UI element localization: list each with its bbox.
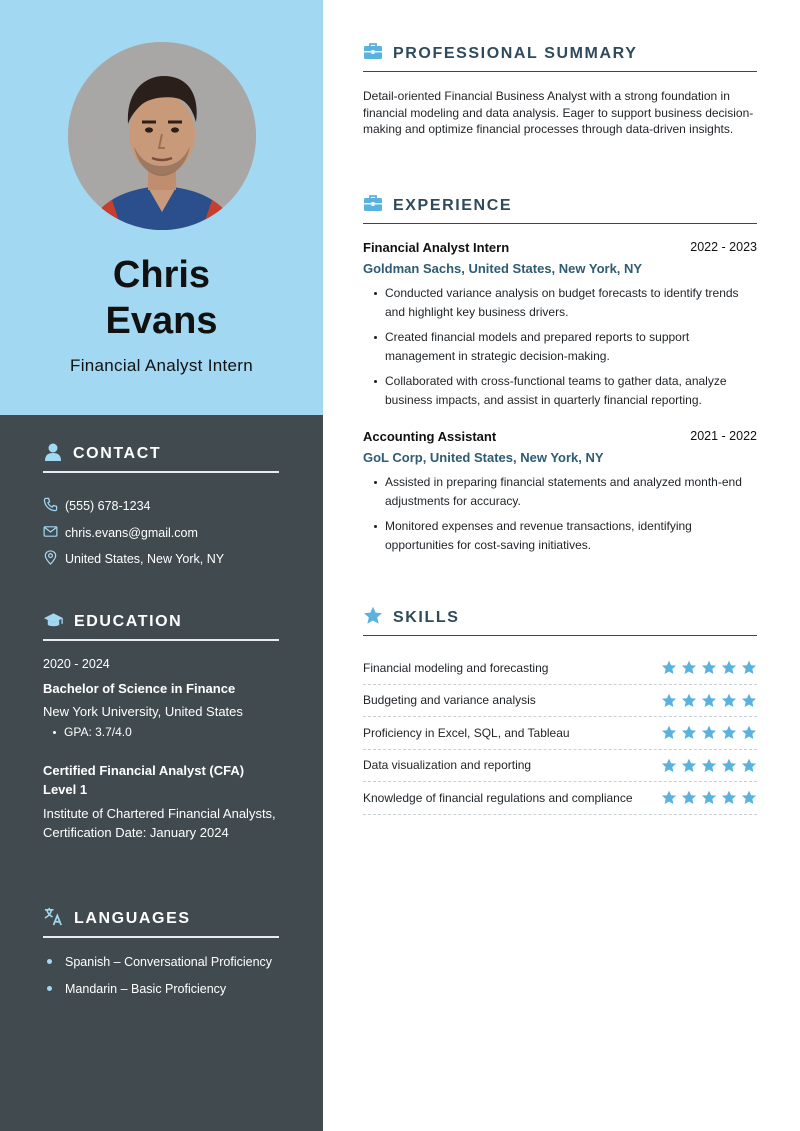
rating-star-icon — [721, 660, 737, 675]
education-degree: Bachelor of Science in Finance — [43, 681, 236, 696]
graduation-cap-icon — [43, 610, 64, 635]
summary-text: Detail-oriented Financial Business Analyst with a strong foundation in financial modeling and data analysis. Eager to support business decision-making and optimize financial processes through data-driven insights. — [363, 89, 754, 136]
sidebar — [0, 0, 323, 1131]
full-name — [0, 252, 323, 344]
job-dates: 2021 - 2022 — [690, 429, 757, 443]
languages-section — [43, 908, 279, 1002]
skill-row — [363, 717, 757, 750]
skill-name: Proficiency in Excel, SQL, and Tableau — [363, 725, 570, 740]
job-bullets — [363, 473, 757, 554]
skill-rating — [661, 790, 757, 805]
rating-star-icon — [741, 758, 757, 773]
contact-phone[interactable] — [43, 493, 279, 520]
summary-title: PROFESSIONAL SUMMARY — [393, 44, 638, 62]
rating-star-icon — [721, 725, 737, 740]
rating-star-icon — [681, 758, 697, 773]
certification-issuer: Institute of Chartered Financial Analysts, Certification Date: January 2024 — [43, 806, 276, 840]
skill-rating — [661, 660, 757, 675]
skills-heading — [363, 600, 757, 636]
phone-icon — [43, 497, 58, 515]
profile-photo — [68, 42, 256, 230]
profile-header — [0, 0, 323, 415]
experience-title: EXPERIENCE — [393, 196, 513, 214]
language-item — [43, 948, 279, 975]
job-company: Goldman Sachs, United States, New York, NY — [363, 261, 643, 276]
skill-name: Data visualization and reporting — [363, 758, 532, 773]
job-role: Accounting Assistant — [363, 429, 497, 444]
education-title: EDUCATION — [74, 613, 183, 630]
skill-name: Budgeting and variance analysis — [363, 693, 536, 708]
job-bullet: Assisted in preparing financial statements and analyzed month-end adjustments for accuracy. — [363, 473, 757, 510]
skill-rating — [661, 758, 757, 773]
summary-section — [363, 36, 757, 138]
rating-star-icon — [681, 693, 697, 708]
skill-name: Knowledge of financial regulations and compliance — [363, 790, 633, 805]
job-bullet: Collaborated with cross-functional teams to gather data, analyze business impacts, and assist in quarterly financial reporting. — [363, 372, 757, 409]
location-pin-icon — [43, 550, 58, 568]
skill-name: Financial modeling and forecasting — [363, 660, 549, 675]
rating-star-icon — [681, 790, 697, 805]
job-dates: 2022 - 2023 — [690, 240, 757, 254]
rating-star-icon — [741, 725, 757, 740]
skills-title: SKILLS — [393, 608, 460, 626]
experience-section — [363, 188, 757, 561]
certification-entry — [43, 761, 279, 842]
contact-location-text: United States, New York, NY — [65, 552, 225, 567]
rating-star-icon — [701, 693, 717, 708]
gpa-text: GPA: 3.7/4.0 — [64, 725, 132, 739]
education-heading — [43, 611, 279, 641]
rating-star-icon — [661, 758, 677, 773]
mail-icon — [43, 524, 58, 542]
rating-star-icon — [661, 693, 677, 708]
contact-section — [43, 443, 279, 573]
languages-heading — [43, 908, 279, 938]
rating-star-icon — [741, 790, 757, 805]
job-title: Financial Analyst Intern — [70, 356, 253, 375]
skill-row — [363, 652, 757, 685]
job-bullets — [363, 284, 757, 409]
education-section — [43, 611, 279, 842]
rating-star-icon — [721, 790, 737, 805]
rating-star-icon — [661, 790, 677, 805]
star-icon — [363, 606, 383, 630]
rating-star-icon — [661, 725, 677, 740]
language-text: Mandarin – Basic Proficiency — [65, 981, 227, 996]
language-text: Spanish – Conversational Proficiency — [65, 954, 273, 969]
skill-rating — [661, 693, 757, 708]
summary-heading — [363, 36, 757, 72]
rating-star-icon — [701, 790, 717, 805]
education-years: 2020 - 2024 — [43, 657, 110, 671]
job-bullet: Conducted variance analysis on budget forecasts to identify trends and highlight key business drivers. — [363, 284, 757, 321]
briefcase-icon — [363, 194, 383, 217]
rating-star-icon — [661, 660, 677, 675]
certification-name: Certified Financial Analyst (CFA) Level 1 — [43, 763, 245, 797]
skill-row — [363, 782, 757, 815]
job-bullet: Created financial models and prepared reports to support management in strategic decision-making. — [363, 328, 757, 365]
rating-star-icon — [721, 758, 737, 773]
skill-row — [363, 750, 757, 783]
briefcase-icon — [363, 42, 383, 65]
job-entry — [363, 429, 757, 554]
translate-icon — [43, 906, 64, 932]
last-name: Evans — [105, 300, 218, 342]
education-school: New York University, United States — [43, 704, 243, 719]
user-icon — [43, 442, 63, 467]
skill-rating — [661, 725, 757, 740]
language-item — [43, 975, 279, 1002]
contact-title: CONTACT — [73, 445, 162, 462]
skills-list — [363, 652, 757, 815]
rating-star-icon — [701, 725, 717, 740]
rating-star-icon — [681, 660, 697, 675]
experience-heading — [363, 188, 757, 224]
contact-heading — [43, 443, 279, 473]
education-gpa — [43, 725, 279, 739]
education-entry — [43, 657, 279, 739]
contact-email-text: chris.evans@gmail.com — [65, 525, 198, 540]
bullet-dot — [53, 731, 56, 734]
contact-email[interactable] — [43, 520, 279, 547]
rating-star-icon — [701, 660, 717, 675]
job-entry — [363, 240, 757, 409]
bullet-dot — [47, 959, 52, 964]
rating-star-icon — [681, 725, 697, 740]
rating-star-icon — [721, 693, 737, 708]
job-role: Financial Analyst Intern — [363, 240, 510, 255]
rating-star-icon — [741, 693, 757, 708]
job-bullet: Monitored expenses and revenue transactions, identifying opportunities for cost-saving initiatives. — [363, 517, 757, 554]
skill-row — [363, 685, 757, 718]
first-name: Chris — [112, 254, 211, 296]
bullet-dot — [47, 986, 52, 991]
contact-location — [43, 546, 279, 573]
languages-title: LANGUAGES — [74, 910, 191, 927]
rating-star-icon — [701, 758, 717, 773]
contact-phone-text: (555) 678-1234 — [65, 499, 151, 514]
rating-star-icon — [741, 660, 757, 675]
skills-section — [363, 600, 757, 815]
job-company: GoL Corp, United States, New York, NY — [363, 450, 604, 465]
